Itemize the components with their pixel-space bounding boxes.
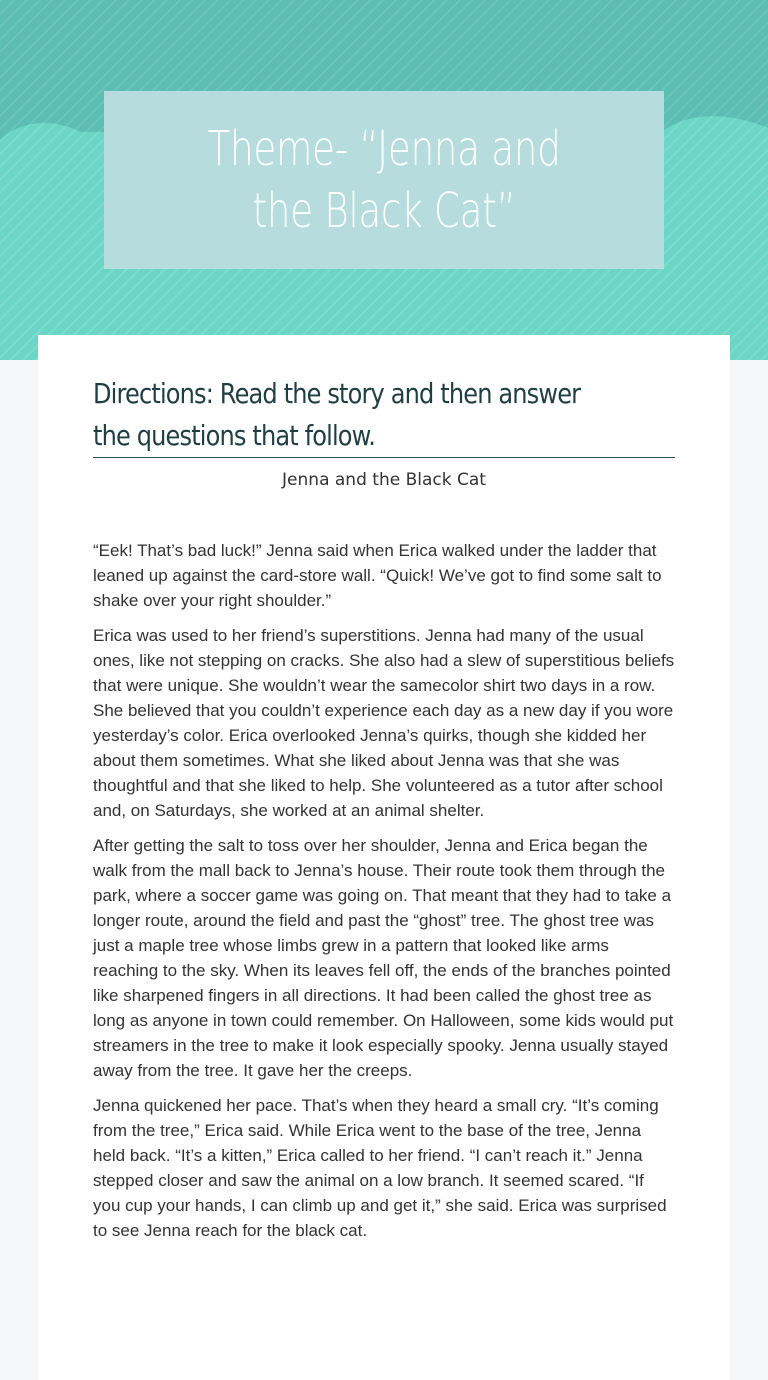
title-box: [104, 91, 664, 269]
page-title: Theme- “Jenna and the Black Cat”: [207, 121, 561, 239]
content-card: [38, 335, 730, 1380]
story-title: Jenna and the Black Cat: [282, 470, 486, 490]
story-paragraph: After getting the salt to toss over her shoulder, Jenna and Erica began the walk from the mall back to Jenna’s house. Their route took them through the park, where a soccer game was going on. That meant that they had to take a longer route, around the field and past the “ghost” tree. The ghost tree was just a maple tree whose limbs grew in a pattern that looked like arms reaching to the sky. When its leaves fell off, the ends of the branches pointed like sharpened fingers in all directions. It had been called the ghost tree as long as anyone in town could remember. On Halloween, some kids would put streamers in the tree to make it look especially spooky. Jenna usually stayed away from the tree. It gave her the creeps.: [93, 836, 674, 1080]
story-paragraph: “Eek! That’s bad luck!” Jenna said when Erica walked under the ladder that leaned up against the card-store wall. “Quick! We’ve got to find some salt to shake over your right shoulder.”: [93, 541, 662, 610]
story-paragraph: Erica was used to her friend’s superstitions. Jenna had many of the usual ones, like not stepping on cracks. She also had a slew of superstitious beliefs that were unique. She wouldn’t wear the samecolor shirt two days in a row. She believed that you couldn’t experience each day as a new day if you wore yesterday’s color. Erica overlooked Jenna’s quirks, though she kidded her about them sometimes. What she liked about Jenna was that she was thoughtful and that she liked to help. She volunteered as a tutor after school and, on Saturdays, she worked at an animal shelter.: [93, 626, 675, 820]
story-paragraph: Jenna quickened her pace. That’s when they heard a small cry. “It’s coming from the tree,” Erica said. While Erica went to the base of the tree, Jenna held back. “It’s a kitten,” Erica called to her friend. “I can’t reach it.” Jenna stepped closer and saw the animal on a low branch. It seemed scared. “If you cup your hands, I can climb up and get it,” she said. Erica was surprised to see Jenna reach for the black cat.: [93, 1096, 667, 1240]
directions-text: Directions: Read the story and then answer the questions that follow.: [93, 377, 581, 452]
directions-heading: [93, 373, 675, 458]
story-body: [93, 538, 675, 1253]
header-band: [0, 0, 768, 360]
